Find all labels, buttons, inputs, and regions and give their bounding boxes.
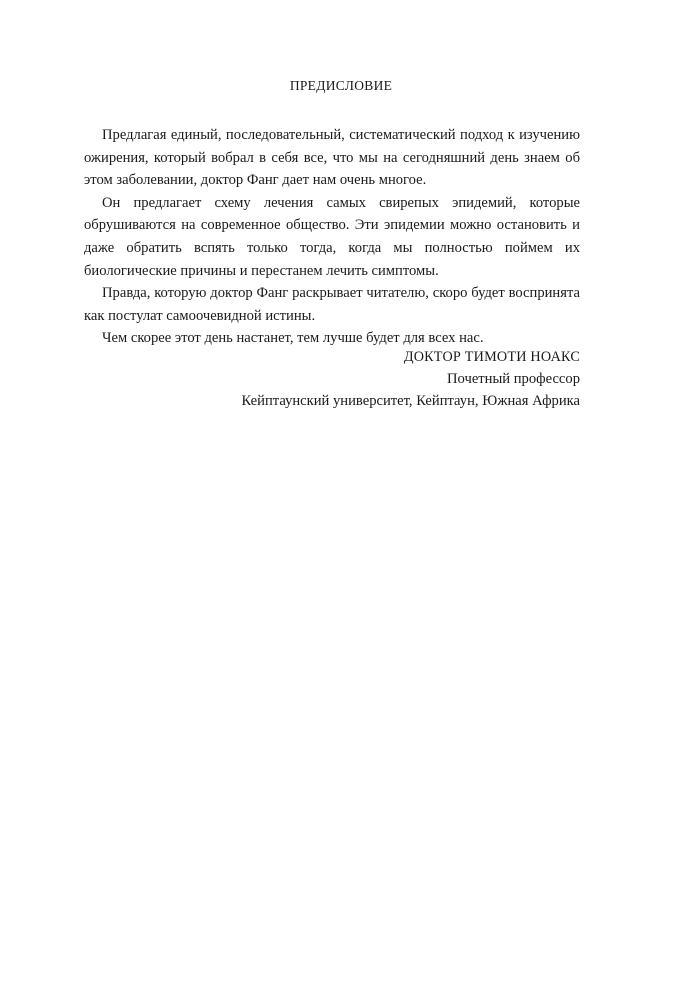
page-title: ПРЕДИСЛОВИЕ bbox=[289, 78, 393, 93]
author-title: Почетный профессор bbox=[447, 371, 580, 388]
paragraph-1: Предлагая единый, последовательный, систематический подход к изучению ожирения, который вобрал в себя все, что мы на сегодняшний день знаем об этом заболевании, доктор Фанг дает нам очень многое. bbox=[84, 127, 580, 189]
foreword-body bbox=[84, 124, 580, 350]
paragraph-4: Чем скорее этот день настанет, тем лучше будет для всех нас. bbox=[102, 330, 484, 347]
author-affiliation: Кейптаунский университет, Кейптаун, Южная Африка bbox=[241, 393, 580, 410]
signature-block bbox=[242, 346, 581, 413]
author-name: ДОКТОР ТИМОТИ НОАКС bbox=[403, 349, 580, 365]
paragraph-3: Правда, которую доктор Фанг раскрывает читателю, скоро будет воспринята как постулат самоочевидной истины. bbox=[84, 285, 580, 324]
paragraph-2: Он предлагает схему лечения самых свирепых эпидемий, которые обрушиваются на современное общество. Эти эпидемии можно остановить и даже обратить вспять только тогда, когда мы полностью поймем их биологические причины и перестанем лечить симптомы. bbox=[84, 194, 580, 279]
